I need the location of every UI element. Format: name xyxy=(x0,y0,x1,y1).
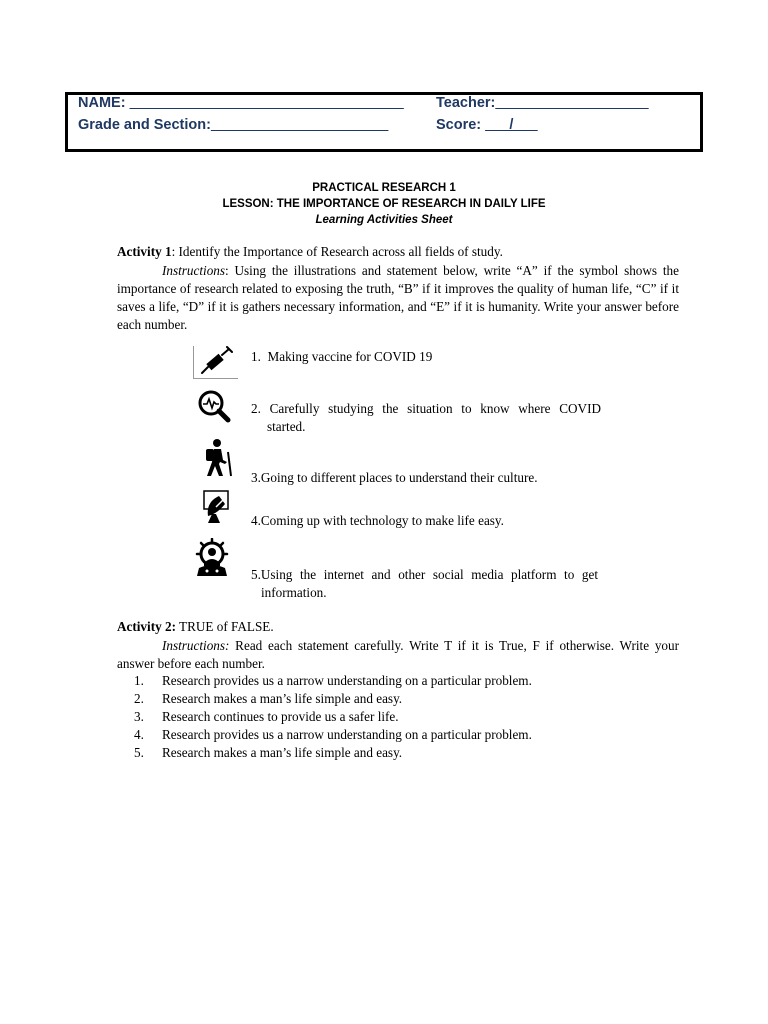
activity2-heading-text: TRUE of FALSE. xyxy=(175,619,274,634)
list-item-text: Research makes a man’s life simple and easy. xyxy=(162,745,403,760)
list-item-text: Research provides us a narrow understanding on a particular problem. xyxy=(162,673,532,688)
activity1-item-5 xyxy=(251,566,598,602)
name-field xyxy=(78,95,404,111)
teacher-field xyxy=(436,95,649,111)
syringe-icon xyxy=(193,346,238,379)
activity2-instructions xyxy=(117,637,679,673)
activity1-item-2-line2: started. xyxy=(267,419,306,434)
activity1-item-1 xyxy=(251,348,432,366)
activity1-instructions-label: Instructions xyxy=(162,263,226,278)
activity1-item-4: 4.Coming up with technology to make life easy. xyxy=(251,513,504,528)
name-line: __________________________________ xyxy=(129,95,404,111)
name-label: NAME: xyxy=(78,95,126,111)
activity1-heading-text: : Identify the Importance of Research across all fields of study. xyxy=(171,244,503,259)
lesson-title: LESSON: THE IMPORTANCE OF RESEARCH IN DAILY LIFE xyxy=(222,198,546,210)
activity1-item-2-line1: 2. Carefully studying the situation to know where COVID xyxy=(251,401,601,416)
activity2-instructions-text: Read each statement carefully. Write T if it is True, F if otherwise. Write your answer before each number. xyxy=(117,638,679,671)
grade-section-line: ______________________ xyxy=(210,117,389,133)
list-item-number: 2. xyxy=(134,691,144,706)
activity1-item-3: 3.Going to different places to understand their culture. xyxy=(251,470,538,485)
activity2-instructions-label: Instructions: xyxy=(162,638,230,653)
list-item-number: 4. xyxy=(134,727,144,742)
subject-title: PRACTICAL RESEARCH 1 xyxy=(312,182,456,194)
activity1-instructions-text: : Using the illustrations and statement below, write “A” if the symbol shows the importance of research related to exposing the truth, “B” if it improves the quality of human life, “C” if it saves a life, “D” if it is gathers necessary information, and “E” if it is humanity. Write your answer before each number. xyxy=(117,263,679,332)
sheet-title: Learning Activities Sheet xyxy=(315,214,453,226)
list-item-text: Research provides us a narrow understanding on a particular problem. xyxy=(162,727,532,742)
activity1-item-1-number: 1. xyxy=(251,349,261,364)
score-line: ___/___ xyxy=(485,117,538,133)
grade-section-field xyxy=(78,117,388,133)
activity1-heading xyxy=(117,244,503,260)
activity1-item-5-line2: information. xyxy=(261,585,327,600)
grade-section-label: Grade and Section: xyxy=(78,117,211,133)
hiker-icon xyxy=(197,438,237,474)
satellite-dish-icon xyxy=(203,490,243,526)
activity1-instructions xyxy=(117,262,679,334)
score-field xyxy=(436,117,538,133)
list-item-number: 3. xyxy=(134,709,144,724)
activity1-item-2 xyxy=(251,400,601,436)
score-label: Score: xyxy=(436,117,482,133)
activity1-item-5-line1: 5.Using the internet and other social media platform to get xyxy=(251,567,598,582)
activity2-label: Activity 2: xyxy=(117,619,176,634)
teacher-label: Teacher: xyxy=(436,95,496,111)
activity1-label: Activity 1 xyxy=(117,244,172,259)
list-item-number: 5. xyxy=(134,745,144,760)
teacher-line: ___________________ xyxy=(495,95,649,111)
activity2-heading xyxy=(117,619,274,635)
list-item-number: 1. xyxy=(134,673,144,688)
list-item-text: Research makes a man’s life simple and easy. xyxy=(162,691,403,706)
virus-person-icon xyxy=(195,538,235,574)
magnifier-heartbeat-icon xyxy=(196,388,236,424)
activity1-item-1-text: Making vaccine for COVID 19 xyxy=(267,349,433,364)
list-item-text: Research continues to provide us a safer life. xyxy=(162,709,399,724)
